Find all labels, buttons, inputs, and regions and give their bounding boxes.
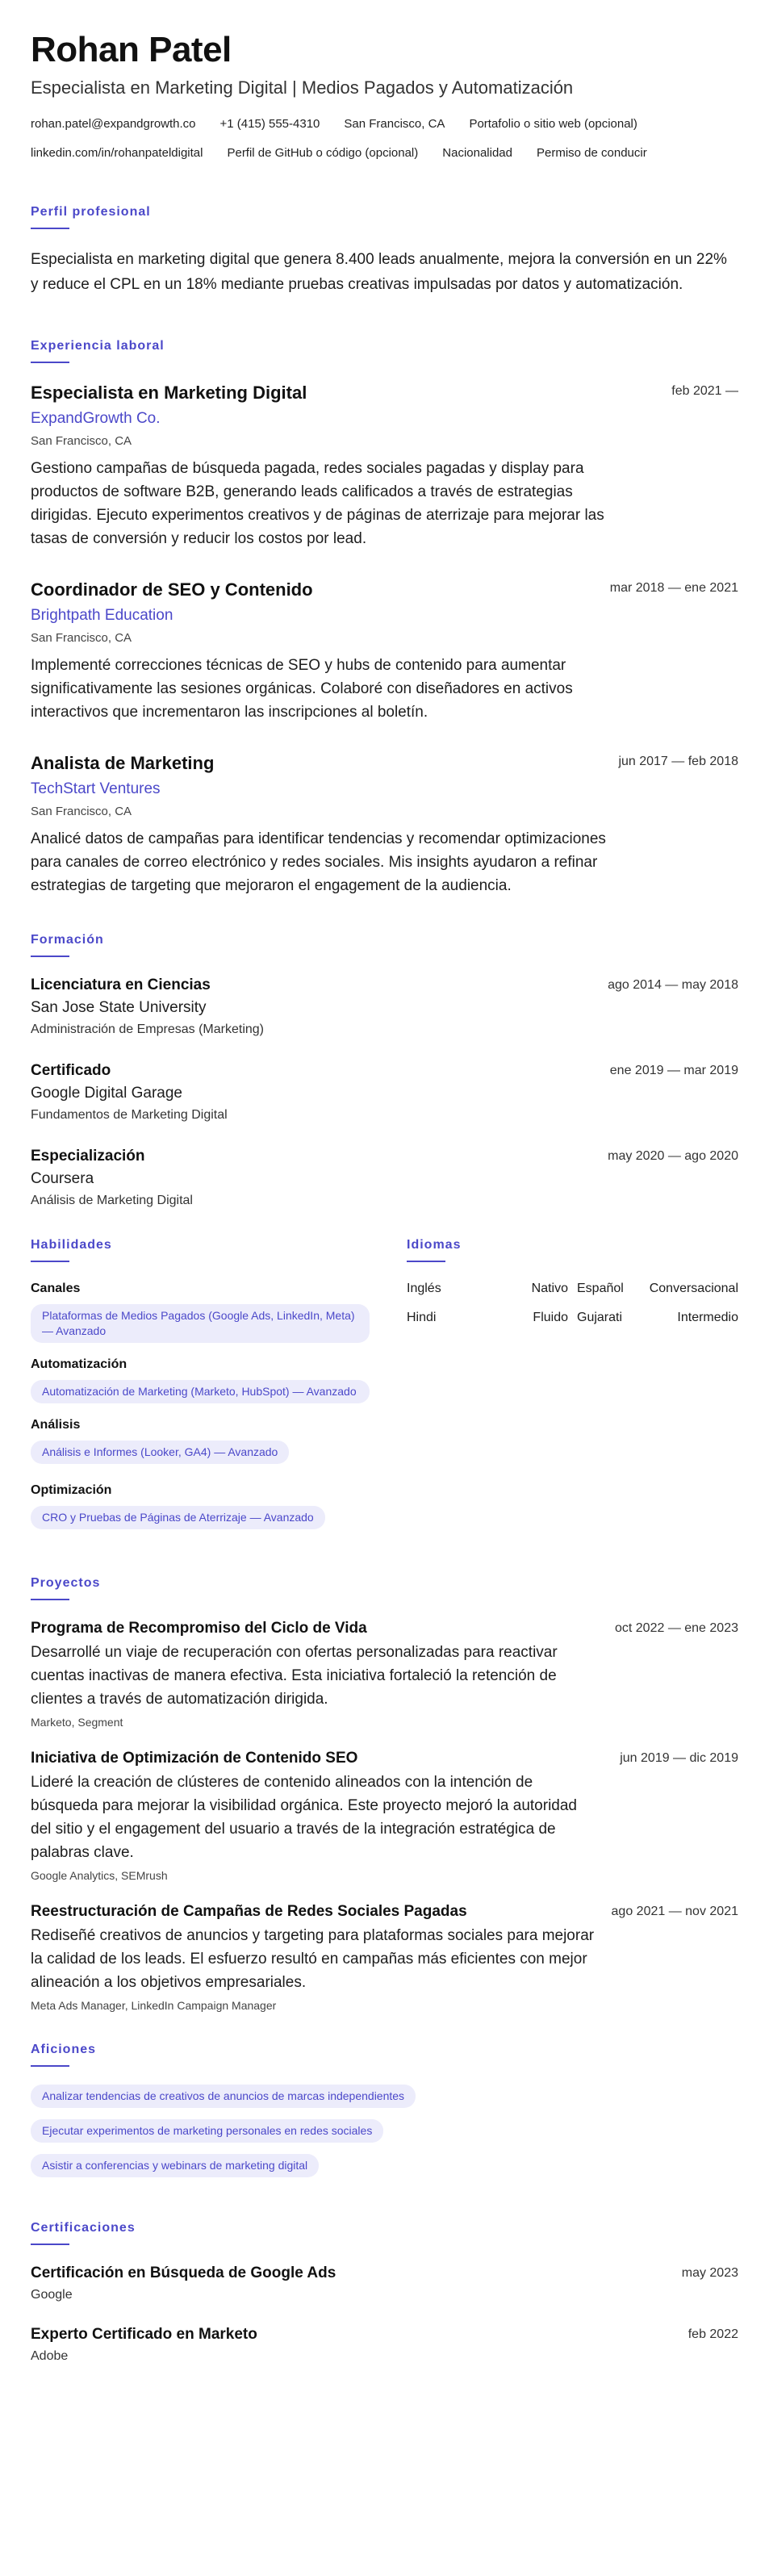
certifications-section xyxy=(31,2221,738,2366)
education-item xyxy=(31,1146,738,1211)
skill-group xyxy=(31,1280,384,1343)
hobby-pill: Asistir a conferencias y webinars de marketing digital xyxy=(31,2154,319,2177)
skill-category: Canales xyxy=(31,1282,81,1295)
experience-role: Analista de Marketing xyxy=(31,753,215,773)
experience-item xyxy=(31,751,738,897)
certification-item xyxy=(31,2324,738,2366)
language-row xyxy=(407,1280,738,1298)
skill-pill: CRO y Pruebas de Páginas de Aterrizaje — Avanzado xyxy=(31,1506,325,1529)
section-divider xyxy=(31,1261,69,1262)
experience-section xyxy=(31,339,738,897)
project-name: Reestructuración de Campañas de Redes Sociales Pagadas xyxy=(31,1903,467,1920)
language-row xyxy=(407,1309,738,1327)
language-name: Español xyxy=(577,1282,624,1295)
skill-group xyxy=(31,1416,384,1469)
skills-languages-row xyxy=(31,1238,738,1547)
section-title-experience: Experiencia laboral xyxy=(31,339,165,353)
contact-portfolio[interactable]: Portafolio o sitio web (opcional) xyxy=(469,117,637,131)
education-field: Administración de Empresas (Marketing) xyxy=(31,1022,264,1036)
projects-section xyxy=(31,1576,738,2014)
experience-description: Analicé datos de campañas para identificar tendencias y recomendar optimizaciones para canales de correo electrónico y redes sociales. Mis insights ayudaron a refinar estrategias de targeting que mejoraron el engagement de la audiencia. xyxy=(31,830,606,894)
experience-date: jun 2017 — feb 2018 xyxy=(618,755,738,768)
section-divider xyxy=(31,228,69,229)
language-name: Gujarati xyxy=(577,1311,623,1324)
education-degree: Licenciatura en Ciencias xyxy=(31,976,211,993)
section-divider xyxy=(31,362,69,363)
education-field: Análisis de Marketing Digital xyxy=(31,1194,193,1207)
project-name: Iniciativa de Optimización de Contenido SEO xyxy=(31,1750,358,1767)
language-name: Hindi xyxy=(407,1311,437,1324)
section-divider xyxy=(31,956,69,957)
candidate-headline: Especialista en Marketing Digital | Medios Pagados y Automatización xyxy=(31,77,574,98)
section-title-certifications: Certificaciones xyxy=(31,2221,136,2235)
language-name: Inglés xyxy=(407,1282,441,1295)
contact-email[interactable]: rohan.patel@expandgrowth.co xyxy=(31,117,196,131)
project-date: ago 2021 — nov 2021 xyxy=(611,1905,738,1918)
experience-company: ExpandGrowth Co. xyxy=(31,410,161,427)
education-school: San Jose State University xyxy=(31,999,207,1016)
project-tools: Google Analytics, SEMrush xyxy=(31,1869,168,1882)
experience-location: San Francisco, CA xyxy=(31,434,132,448)
section-divider xyxy=(31,2244,69,2245)
language-level: Nativo xyxy=(531,1282,568,1295)
language-level: Intermedio xyxy=(677,1311,738,1324)
experience-location: San Francisco, CA xyxy=(31,805,132,818)
experience-item xyxy=(31,578,738,724)
section-divider xyxy=(31,1599,69,1600)
experience-description: Implementé correcciones técnicas de SEO y hubs de contenido para aumentar significativamente las sesiones orgánicas. Colaboré con diseñadores en activos interactivos que incrementaron las inscripciones al boletín. xyxy=(31,657,573,721)
education-school: Coursera xyxy=(31,1170,94,1187)
experience-role: Especialista en Marketing Digital xyxy=(31,383,307,403)
experience-company: Brightpath Education xyxy=(31,607,173,624)
contact-github[interactable]: Perfil de GitHub o código (opcional) xyxy=(227,146,419,160)
summary-section xyxy=(31,205,738,297)
skill-pill: Análisis e Informes (Looker, GA4) — Avanzado xyxy=(31,1441,289,1464)
skill-group xyxy=(31,1356,384,1403)
skill-pill: Automatización de Marketing (Marketo, HubSpot) — Avanzado xyxy=(31,1380,370,1403)
project-description: Rediseñé creativos de anuncios y targeting para plataformas sociales para mejorar la calidad de los leads. El esfuerzo resultó en campañas más eficientes con mejor alineación a los objetivos empresariales. xyxy=(31,1927,595,1991)
contact-location: San Francisco, CA xyxy=(344,117,445,131)
experience-date: mar 2018 — ene 2021 xyxy=(609,581,738,595)
project-date: jun 2019 — dic 2019 xyxy=(620,1751,738,1765)
project-name: Programa de Recompromiso del Ciclo de Vida xyxy=(31,1620,367,1637)
section-title-hobbies: Aficiones xyxy=(31,2043,97,2056)
contact-phone[interactable]: +1 (415) 555-4310 xyxy=(219,117,320,131)
experience-description: Gestiono campañas de búsqueda pagada, redes sociales pagadas y display para productos de software B2B, generando leads calificados a través de estrategias dirigidas. Ejecuto experimentos creativos y de páginas de aterrizaje para mejorar las tasas de conversión y reducir los costos por lead. xyxy=(31,460,604,547)
education-section xyxy=(31,933,738,1211)
education-school: Google Digital Garage xyxy=(31,1085,182,1102)
hobbies-section xyxy=(31,2043,738,2189)
education-degree: Especialización xyxy=(31,1148,145,1165)
skill-category: Optimización xyxy=(31,1483,112,1497)
education-item xyxy=(31,1060,738,1125)
certification-issuer: Google xyxy=(31,2288,73,2302)
contact-linkedin[interactable]: linkedin.com/in/rohanpateldigital xyxy=(31,146,203,160)
contact-info xyxy=(31,116,738,174)
certification-name: Certificación en Búsqueda de Google Ads xyxy=(31,2264,336,2281)
hobby-pill: Ejecutar experimentos de marketing personales en redes sociales xyxy=(31,2119,383,2143)
candidate-name: Rohan Patel xyxy=(31,30,232,69)
certification-item xyxy=(31,2263,738,2305)
experience-company: TechStart Ventures xyxy=(31,780,161,797)
contact-license: Permiso de conducir xyxy=(537,146,647,160)
project-item xyxy=(31,1748,738,1884)
experience-location: San Francisco, CA xyxy=(31,631,132,645)
section-title-languages: Idiomas xyxy=(407,1238,462,1252)
languages-section xyxy=(395,1238,738,1547)
project-tools: Meta Ads Manager, LinkedIn Campaign Manager xyxy=(31,1999,277,2012)
skill-category: Automatización xyxy=(31,1357,127,1371)
skill-category: Análisis xyxy=(31,1418,81,1432)
certification-issuer: Adobe xyxy=(31,2349,69,2363)
project-description: Desarrollé un viaje de recuperación con ofertas personalizadas para reactivar cuentas inactivas de manera efectiva. Esta iniciativa fortaleció la retención de clientes a través de automatización dirigida. xyxy=(31,1644,558,1708)
section-title-skills: Habilidades xyxy=(31,1238,112,1252)
certification-date: may 2023 xyxy=(681,2266,738,2280)
education-degree: Certificado xyxy=(31,1062,111,1079)
experience-item xyxy=(31,381,738,550)
section-divider xyxy=(31,2065,69,2067)
education-date: may 2020 — ago 2020 xyxy=(608,1149,738,1163)
certification-date: feb 2022 xyxy=(688,2327,738,2341)
project-tools: Marketo, Segment xyxy=(31,1716,123,1729)
skill-group xyxy=(31,1482,384,1534)
education-date: ene 2019 — mar 2019 xyxy=(609,1064,738,1077)
section-title-education: Formación xyxy=(31,933,104,947)
project-date: oct 2022 — ene 2023 xyxy=(614,1621,738,1635)
summary-text: Especialista en marketing digital que genera 8.400 leads anualmente, mejora la conversión en un 22% y reduce el CPL en un 18% mediante pruebas creativas impulsadas por datos y automatización. xyxy=(31,251,727,293)
section-divider xyxy=(407,1261,445,1262)
language-level: Fluido xyxy=(533,1311,568,1324)
education-item xyxy=(31,975,738,1039)
section-title-summary: Perfil profesional xyxy=(31,205,151,219)
contact-nationality: Nacionalidad xyxy=(442,146,512,160)
skill-pill: Plataformas de Medios Pagados (Google Ads, LinkedIn, Meta) — Avanzado xyxy=(31,1304,370,1343)
language-level: Conversacional xyxy=(649,1282,738,1295)
skills-section xyxy=(31,1238,395,1547)
education-date: ago 2014 — may 2018 xyxy=(608,978,738,992)
project-item xyxy=(31,1901,738,2014)
experience-date: feb 2021 — xyxy=(671,384,738,398)
education-field: Fundamentos de Marketing Digital xyxy=(31,1108,228,1122)
project-item xyxy=(31,1618,738,1730)
experience-role: Coordinador de SEO y Contenido xyxy=(31,579,313,600)
hobby-pill: Analizar tendencias de creativos de anuncios de marcas independientes xyxy=(31,2085,416,2108)
certification-name: Experto Certificado en Marketo xyxy=(31,2326,257,2343)
section-title-projects: Proyectos xyxy=(31,1576,101,1590)
project-description: Lideré la creación de clústeres de contenido alineados con la intención de búsqueda para mejorar la visibilidad orgánica. Este proyecto mejoró la autoridad del sitio y el engagement del usuario a través de la integración estratégica de palabras clave. xyxy=(31,1774,577,1861)
